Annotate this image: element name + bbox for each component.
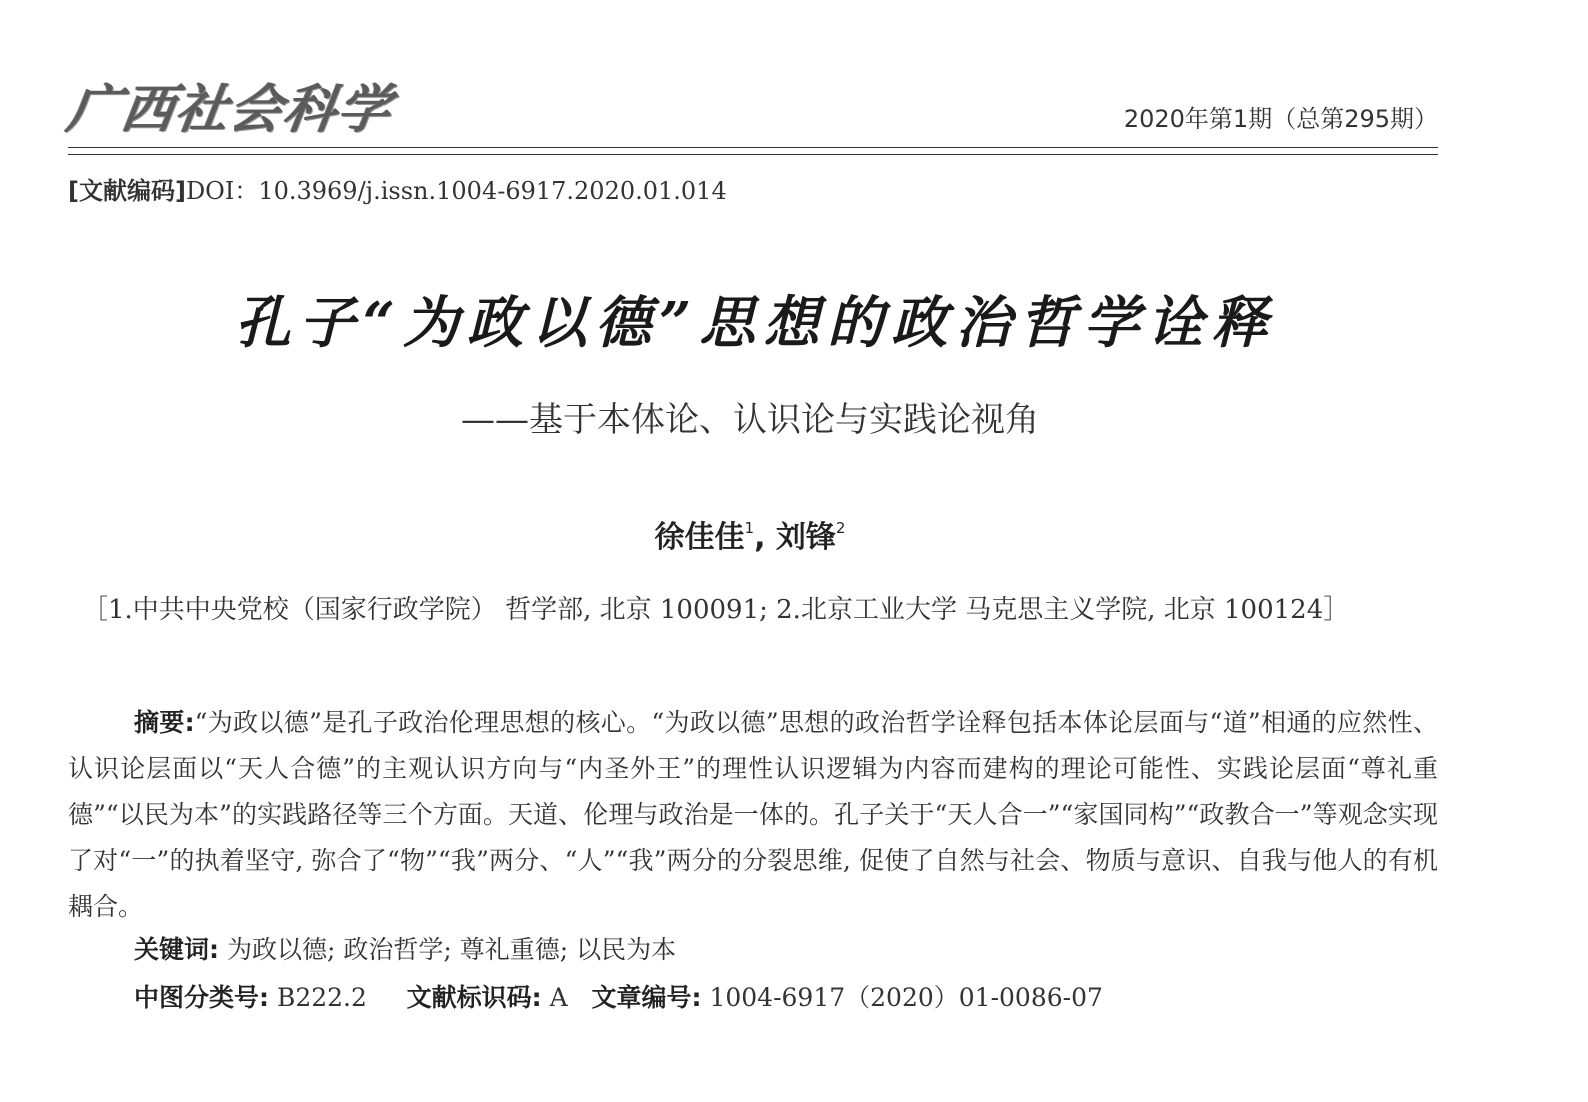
issue-info: 2020年第1期（总第295期） xyxy=(1123,105,1438,133)
article-title: 孔子“为政以德”思想的政治哲学诠释 xyxy=(234,290,1276,356)
author-list xyxy=(0,518,1500,558)
header-rule-top xyxy=(68,147,1438,148)
clc-value: B222.2 xyxy=(276,983,367,1012)
doi-line xyxy=(68,176,727,206)
doc-code-value: A xyxy=(549,983,568,1012)
article-number-label: 文章编号: xyxy=(591,983,702,1012)
doi-value: DOI：10.3969/j.issn.1004-6917.2020.01.014 xyxy=(185,177,727,205)
author-name: 刘锋 xyxy=(775,520,836,555)
keywords xyxy=(134,932,676,968)
keywords-label: 关键词: xyxy=(134,935,219,964)
author-affiliations: ［1.中共中央党校（国家行政学院） 哲学部, 北京 100091; 2.北京工业大学 马克思主义学院, 北京 100124］ xyxy=(82,595,1350,625)
article-number-value: 1004-6917（2020）01-0086-07 xyxy=(709,983,1103,1012)
classification-line xyxy=(134,980,1103,1016)
article-subtitle: ——基于本体论、认识论与实践论视角 xyxy=(461,400,1039,440)
keywords-text: 为政以德; 政治哲学; 尊礼重德; 以民为本 xyxy=(226,935,677,964)
author-affiliation-mark: 2 xyxy=(835,519,846,537)
abstract-text: “为政以德”是孔子政治伦理思想的核心。“为政以德”思想的政治哲学诠释包括本体论层面与“道”相通的应然性、认识论层面以“天人合德”的主观认识方向与“内圣外王”的理性认识逻辑为内容而建构的理论可能性、实践论层面“尊礼重德”“以民为本”的实践路径等三个方面。天道、伦理与政治是一体的。孔子关于“天人合一”“家国同构”“政教合一”等观念实现了对“一”的执着坚守, 弥合了“物”“我”两分、“人”“我”两分的分裂思维, 促使了自然与社会、物质与意识、自我与他人的有机耦合。 xyxy=(68,708,1438,921)
doc-code-label: 文献标识码: xyxy=(406,983,542,1012)
author-affiliation-mark: 1 xyxy=(744,519,755,537)
header-rule-bottom xyxy=(68,154,1438,155)
author-separator: , xyxy=(754,520,776,555)
doi-label: [文献编码] xyxy=(68,177,186,205)
clc-label: 中图分类号: xyxy=(134,983,269,1012)
abstract xyxy=(68,700,1438,930)
abstract-label: 摘要: xyxy=(134,708,195,737)
journal-logo: 广西社会科学 xyxy=(63,79,397,140)
author-name: 徐佳佳 xyxy=(654,520,745,555)
